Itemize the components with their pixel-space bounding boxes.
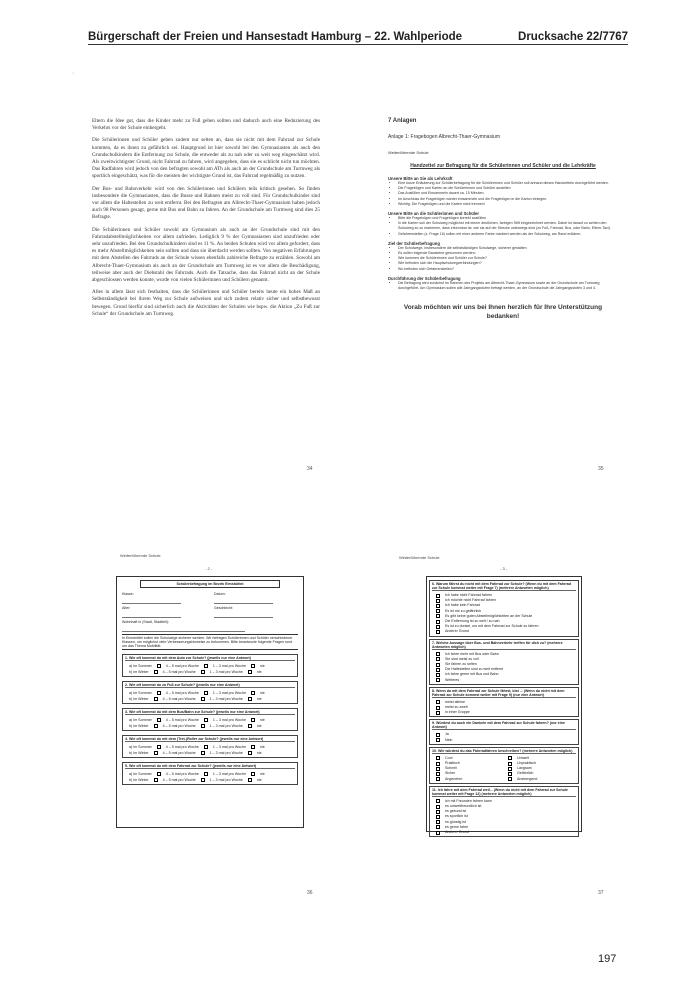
checkbox[interactable] [436, 625, 440, 629]
option-label: nie [259, 718, 265, 722]
answer-row [129, 777, 295, 783]
answer-option [436, 678, 576, 683]
field-line [214, 596, 273, 604]
option-label: nie [256, 724, 262, 728]
paragraph: Eltern die Idee gut, dass die Kinder mehr zu Fuß gehen sollten und dadurch auch eine Reduzierung des Verkehrs vor der Schule einhergeht. [92, 118, 320, 132]
checkbox[interactable] [436, 799, 440, 803]
page-number-36: 36 [307, 890, 313, 896]
field-label: Geschlecht: [214, 606, 233, 610]
form-intro: In Eimsbüttel sollen die Schulwege sicherer werden. Wir befragen Schülerinnen und Schüler verschiedener Klassen, um möglichst viele Verbesserungshinweise zu bekommen. Bitte beantworte folgende Fragen rund um das Thema Mobilität. [122, 634, 298, 650]
list-item: • Wichtig: Die Fragebögen und die Karten nicht trennen! [398, 202, 618, 207]
option-label: meist zu zweit [445, 705, 468, 710]
paragraph: Die Schülerinnen und Schüler sowohl am Gymnasium als auch an der Grundschule sind mit den Fahrradabstellmöglichkeiten vor allem zufrieden. Lediglich 9 % der Gymnasiasten sind unzufrieden oder sehr unzufrieden. Bei den Grundschulkindern sind es 11 %. An beiden Schulen wird vor allem gefordert, dass es mehr Abstellmöglichkeiten sein sollten und dass sie überdacht werden sollten. Von negativen Erfahrungen mit dem Abstellen des Fahrrads an der Schule wissen ebenfalls zahlreiche Befragte zu erzählen. Sowohl am Albrecht-Thaer-Gymnasium als auch an der Grundschule am Turmweg ist es vor allem die Beschädigung, teilweise aber auch der Diebstahl des Fahrrads. Auch die Tatsache, dass das Fahrrad nicht an der Schule abgeschlossen werden konnte, wurde von vielen Schülerinnen und Schülern genannt. [92, 226, 320, 284]
checkbox[interactable] [201, 751, 205, 755]
paragraph: Alles in allem lässt sich festhalten, dass die Schülerinnen und Schüler bereits heute ein hohes Maß an Selbstständigkeit bei ihrem Weg zur Schule aufweisen und sich zudem relativ sicher und selbstbewusst bewegen. Grund hierfür sind sicherlich auch die Aktivitäten der Schulen wie bspw. die Aktion „Zu Fuß zur Schule“ der Grundschule am Turmweg. [92, 289, 320, 317]
field-wohnort [122, 620, 298, 632]
checkbox[interactable] [436, 820, 440, 824]
field-line [214, 610, 273, 618]
field-line [122, 596, 181, 604]
list-item: • Gefahrenstellen (z. Frage 16) sollen mit einer anderen Farbe markiert werden als der Schulweg, am Rand erklären. [398, 232, 618, 237]
field-row [122, 592, 298, 606]
answer-option [436, 777, 504, 782]
page-34-text [92, 118, 320, 323]
document-header [88, 31, 628, 45]
option-label: 4 – 5 mal pro Woche [165, 691, 199, 695]
list-item: • Wie kommen die Schülerinnen und Schüler zur Schule? [398, 256, 618, 261]
section-title: Ziel der Schülerbefragung [388, 240, 440, 246]
checkbox[interactable] [251, 745, 255, 749]
field-line [122, 610, 181, 618]
list-item: • Bitte die Fragebögen und Fragebögen korrekt ausfüllen [398, 216, 618, 221]
option-label: Weiteres [445, 677, 460, 682]
answer-row [129, 723, 295, 729]
checkbox[interactable] [251, 718, 255, 722]
sheet-number: - 2 - [205, 566, 213, 571]
checkbox[interactable] [436, 620, 440, 624]
answer-option [436, 629, 576, 634]
list-item: • Die Befragung wird zunächst im Rahmen des Projekts am Albrecht-Thaer-Gymnasium sowie an der Grundschule am Turmweg durchgeführt. Am Gymnasium sollen alle Jahrgangsstufen befragt werden, an der Grundschule die Jahrgangsstufen 3 und 4. [398, 281, 618, 291]
checkbox[interactable] [436, 756, 440, 760]
list-item: • Es sollen folgende Bausteine gewonnen werden: [398, 251, 618, 256]
list-item: • In die Karten soll der Schulweg möglichst mit einem deutlichen, farbigen Stift eingezeichnet werden. Dabei ist darauf zu achten den Schulweg so zu markieren, dass erkennbar ist, wie sie auf der Strecke unterwegs sind (zu Fuß, Fahrrad, Bus, oder Bahn, Eltern-Taxi). [398, 221, 618, 231]
option-label: 1 – 3 mal pro Woche [209, 697, 243, 701]
option-label: Langsam [517, 766, 532, 771]
checkbox[interactable] [201, 778, 205, 782]
field-label: Klasse: [122, 592, 134, 596]
option-label: Unpraktisch [517, 761, 536, 766]
option-label: in einer Gruppe [445, 710, 470, 715]
checkbox[interactable] [436, 738, 440, 742]
checkbox[interactable] [436, 668, 440, 672]
page-number-34: 34 [307, 466, 313, 472]
option-label: Die Entfernung ist zu weit / zu nah [445, 619, 500, 624]
checkbox[interactable] [157, 718, 161, 722]
question-text: 6. Warum fährst du nicht mit dem Fahrrad zur Schule? (Wenn du mit dem Fahrrad zur Schule kommst weiter mit Frage 7) (mehrere Antworten möglich) [432, 582, 576, 591]
option-label: 4 – 5 mal pro Woche [165, 718, 199, 722]
list-item: • Eine kurze Erläuterung zur Schülerbefragung für die Schülerinnen und Schüler soll anhand dieses Handzettels durchgeführt werden. [398, 181, 618, 186]
section-title: Durchführung der Schülerbefragung [388, 275, 461, 281]
option-label: Cool [445, 755, 453, 760]
checkbox[interactable] [251, 691, 255, 695]
checkbox[interactable] [154, 724, 158, 728]
questionnaire-page-2 [116, 576, 304, 828]
option-label: Praktisch [445, 761, 460, 766]
sheet-number: - 3 - [500, 566, 508, 571]
section-list [398, 216, 618, 237]
row-label: a) Im Sommer [129, 718, 152, 722]
field-label: Alter: [122, 606, 131, 610]
question-block [429, 786, 579, 837]
option-label: nie [259, 745, 265, 749]
checkbox[interactable] [436, 815, 440, 819]
option-label: es sportlich ist [445, 814, 468, 819]
paragraph: Die Schülerinnen und Schüler geben zudem nur selten an, dass sie nicht mit dem Fahrrad zur Schule kommen, da es ihnen zu gefährlich sei. Hauptgrund ist hier sowohl bei den Gymnasiasten als auch den Grundschulkindern die Entfernung zur Schule, die entweder als zu nah oder zu weit weg eingeschätzt wird. Als zweitwichtigster Grund, nicht Fahrrad zu fahren, wird angegeben, dass sie es schlicht nicht tun möchten. Das Radfahren wird jedoch von den befragten sowohl am ATh als auch an der Grundschule am Turmweg als sportlich eingeschätzt, was für die meisten der wichtigste Grund ist, das Fahrrad regelmäßig zu nutzen. [92, 137, 320, 180]
checkbox[interactable] [436, 657, 440, 661]
row-label: a) Im Sommer [129, 745, 152, 749]
answer-row [129, 750, 295, 756]
checkbox[interactable] [436, 706, 440, 710]
field-geschlecht [214, 606, 298, 620]
field-label: Wohnhaft in (Stadt, Stadtteil): [122, 620, 169, 624]
checkbox[interactable] [436, 678, 440, 682]
row-label: b) Im Winter [129, 751, 149, 755]
option-label: 4 – 5 mal pro Woche [165, 664, 199, 668]
option-label: Ich möchte nicht Fahrrad fahren [445, 598, 496, 603]
checkbox[interactable] [248, 697, 252, 701]
paragraph: Der Bus- und Bahnverkehr wird von den Schülerinnen und Schülern teils kritisch gesehen. So finden insbesondere die Gymnasiasten, dass die Busse und Bahnen meist zu voll sind. Für Grundschulkinder sind vor allem die Haltestellen zu weit entfernt. Bei den Befragten am Albrecht-Thaer-Gymnasium haben jedoch auch 98 Personen gesagt, gerne mit Bus und Bahn zu fahren. An der Grundschule am Turmweg sind dies 25 Befragte. [92, 185, 320, 221]
checkbox[interactable] [508, 767, 512, 771]
option-label: nie [256, 670, 262, 674]
checkbox[interactable] [508, 777, 512, 781]
option-label: es umweltfreundlich ist [445, 804, 482, 809]
checkbox[interactable] [204, 691, 208, 695]
row-label: b) Im Winter [129, 670, 149, 674]
option-label: Schnell [445, 766, 457, 771]
section-title: Unsere Bitte an Sie als Lehrkraft [388, 176, 453, 181]
option-label: 1 – 3 mal pro Woche [209, 670, 243, 674]
checkbox[interactable] [436, 733, 440, 737]
checkbox[interactable] [436, 663, 440, 667]
list-item: • Im Anschluss die Fragebögen wieder einsammeln und die Fragebögen in die Karton einlegen. [398, 197, 618, 202]
field-row [122, 606, 298, 620]
checkbox[interactable] [204, 718, 208, 722]
question-block [429, 747, 579, 784]
checkbox[interactable] [436, 805, 440, 809]
question-text: 11. Ich fahre mit dem Fahrrad weil... (Wenn du nicht mit dem Fahrrad zur Schule kommst weiter mit Frage 12) (mehrere Antworten möglich) [432, 788, 576, 797]
row-label: b) Im Winter [129, 697, 149, 701]
option-label: Nein [445, 737, 453, 742]
option-label: 1 – 3 mal pro Woche [212, 691, 246, 695]
checkbox[interactable] [201, 724, 205, 728]
row-label: a) Im Sommer [129, 691, 152, 695]
checkbox[interactable] [436, 767, 440, 771]
list-item: • Der Schulwege, insbesondere die selbstständigen Schulwege, sicherer gestalten [398, 246, 618, 251]
option-label: 4 – 5 mal pro Woche [162, 724, 196, 728]
drucksache-number: Drucksache 22/7767 [518, 31, 628, 43]
option-label: es günstig ist [445, 819, 466, 824]
question-block [122, 762, 298, 785]
question-block [122, 654, 298, 677]
option-label: Anstrengend [517, 776, 538, 781]
question-block [122, 708, 298, 731]
question-block [122, 681, 298, 704]
question-text: 7. Welche Aussage über Bus- und Bahnverkehr treffen für dich zu? (mehrere Antworten möglich) [432, 641, 576, 650]
checkbox[interactable] [157, 772, 161, 776]
option-label: meist alleine [445, 699, 465, 704]
checkbox[interactable] [154, 751, 158, 755]
checkbox[interactable] [436, 831, 440, 835]
option-label: Die Haltestellen sind zu weit entfernt [445, 667, 504, 672]
question-text: 5. Wie oft kommst du mit dem Fahrrad zur Schule? (jeweils nur eine Antwort) [125, 764, 295, 769]
checkbox[interactable] [436, 609, 440, 613]
option-label: Es gibt keine guten Abstellmöglichkeiten an der Schule [445, 613, 533, 618]
option-label: 1 – 3 mal pro Woche [212, 664, 246, 668]
option-label: 4 – 5 mal pro Woche [162, 697, 196, 701]
option-label: nie [259, 664, 265, 668]
option-label: Ja [445, 732, 449, 737]
option-label: Sicher [445, 771, 456, 776]
form-title: Schülerbefragung im Bezirk Eimsbüttel [140, 580, 280, 588]
option-label: 1 – 3 mal pro Woche [209, 751, 243, 755]
option-label: ich mit Freunden fahren kann [445, 798, 492, 803]
checkbox[interactable] [201, 697, 205, 701]
question-text: 4. Wie oft kommst du mit dem (Tret-)Roller zur Schule? (jeweils nur eine Antwort) [125, 737, 295, 742]
option-label: 4 – 5 mal pro Woche [162, 751, 196, 755]
page-35-annex [388, 118, 618, 321]
option-label: 4 – 5 mal pro Woche [165, 745, 199, 749]
field-klasse [122, 592, 206, 606]
section-list [398, 281, 618, 291]
option-label: 1 – 3 mal pro Woche [212, 772, 246, 776]
page-number-37: 37 [598, 890, 604, 896]
question-text: 1. Wie oft kommst du mit dem Auto zur Schule? (jeweils nur eine Antwort) [125, 656, 295, 661]
field-line [122, 624, 245, 632]
option-label: Sie sind meist zu voll [445, 656, 479, 661]
annex-subheading: Anlage 1: Fragebogen Albrecht-Thaer-Gymnasium [388, 134, 501, 140]
answer-option [508, 777, 576, 782]
option-label: Gefährlich [517, 771, 534, 776]
option-label: Sie fahren zu selten [445, 662, 477, 667]
section-list [398, 181, 618, 207]
list-item: • Das Ausfüllen und Einsammeln dauert ca. 15 Minuten. [398, 191, 618, 196]
school-type: Weiterführende Schule [120, 553, 161, 558]
checkbox[interactable] [436, 599, 440, 603]
handout-title: Handzettel zur Befragung für die Schülerinnen und Schüler und die Lehrkräfte [410, 163, 596, 169]
option-label: nie [256, 751, 262, 755]
option-label: es gesund ist [445, 809, 467, 814]
option-label: Umwelt [517, 755, 529, 760]
option-label: Ich habe kein Fahrrad [445, 603, 480, 608]
option-label: nie [256, 697, 262, 701]
option-label: nie [256, 778, 262, 782]
question-text: 10. Wie würdest du das Fahrradfahren beschreiben? (mehrere Antworten möglich) [432, 749, 576, 754]
checkbox[interactable] [248, 751, 252, 755]
checkbox[interactable] [154, 778, 158, 782]
option-label: Ich fahre gerne mit Bus und Bahn [445, 672, 499, 677]
checkbox[interactable] [508, 772, 512, 776]
annex-heading: 7 Anlagen [388, 118, 417, 124]
checkbox[interactable] [436, 810, 440, 814]
thanks-note: Vorab möchten wir uns bei Ihnen herzlich für Ihre Unterstützung bedanken! [403, 304, 603, 321]
checkbox[interactable] [436, 772, 440, 776]
checkbox[interactable] [436, 825, 440, 829]
checkbox[interactable] [251, 664, 255, 668]
question-block [429, 687, 579, 718]
question-text: 9. Würdest du auch ein Dankeln mit dem Fahrrad zur Schule fahren? (nur eine Antwort) [432, 721, 576, 730]
checkbox[interactable] [436, 777, 440, 781]
answer-row [129, 696, 295, 702]
checkbox[interactable] [436, 711, 440, 715]
row-label: a) Im Sommer [129, 664, 152, 668]
question-text: 3. Wie oft kommst du mit dem Bus/Bahn zur Schule? (jeweils nur eine Antwort) [125, 710, 295, 715]
option-label: Ich habe nicht Fahrrad fahren [445, 593, 493, 597]
checkbox[interactable] [204, 745, 208, 749]
field-datum [214, 592, 298, 606]
field-alter [122, 606, 206, 620]
option-label: 4 – 5 mal pro Woche [162, 670, 196, 674]
question-block [122, 735, 298, 758]
option-label: nie [259, 691, 265, 695]
checkbox[interactable] [436, 700, 440, 704]
checkbox[interactable] [436, 652, 440, 656]
option-label: 1 – 3 mal pro Woche [209, 724, 243, 728]
checkbox[interactable] [436, 594, 440, 598]
option-label: Angenehm [445, 776, 463, 781]
checkbox[interactable] [201, 670, 205, 674]
section-title: Unsere Bitte an die Schülerinnen und Schüler [388, 211, 479, 217]
option-label: Anderer Grund [445, 629, 469, 634]
question-text: 8. Wenn du mit dem Fahrrad zur Schule fährst, bist ... (Wenn du nicht mit dem Fahrrad zur Schule kommst weiter mit Frage 9) (nur eine Antwort) [432, 689, 576, 698]
option-label: nie [259, 772, 265, 776]
list-item: • Die Fragebögen und Karten an die Schülerinnen und Schüler austeilen [398, 186, 618, 191]
option-label: 4 – 5 mal pro Woche [165, 772, 199, 776]
answer-row [129, 669, 295, 675]
option-label: Ich fahre mehr mit Bus oder Bahn [445, 651, 499, 656]
row-label: a) Im Sommer [129, 772, 152, 776]
section-list [398, 246, 618, 272]
checkbox[interactable] [248, 670, 252, 674]
question-block [429, 580, 579, 637]
answer-option [436, 738, 576, 743]
checkbox[interactable] [508, 762, 512, 766]
checkbox[interactable] [436, 630, 440, 634]
checkbox[interactable] [204, 664, 208, 668]
checkbox[interactable] [154, 697, 158, 701]
option-label: 4 – 5 mal pro Woche [162, 778, 196, 782]
question-text: 2. Wie oft kommst du zu Fuß zur Schule? (jeweils nur eine Antwort) [125, 683, 295, 688]
option-label: Es ist zu dunkel, um mit dem Fahrrad zur Schule zu fahren [445, 624, 539, 629]
checkbox[interactable] [436, 673, 440, 677]
answer-option [436, 710, 576, 715]
option-label: es gerne fahre [445, 824, 469, 829]
school-type: Weiterführende Schule [388, 150, 429, 155]
page-number-35: 35 [598, 466, 604, 472]
checkbox[interactable] [436, 762, 440, 766]
checkbox[interactable] [248, 778, 252, 782]
checkbox[interactable] [157, 664, 161, 668]
checkbox[interactable] [154, 670, 158, 674]
answer-option [436, 830, 576, 835]
question-block [429, 719, 579, 744]
option-label: 1 – 3 mal pro Woche [212, 745, 246, 749]
option-label: Anderer Grund [445, 830, 469, 835]
option-label: 1 – 3 mal pro Woche [209, 778, 243, 782]
header-title: Bürgerschaft der Freien und Hansestadt Hamburg – 22. Wahlperiode [88, 31, 463, 43]
checkbox[interactable] [436, 604, 440, 608]
checkbox[interactable] [204, 772, 208, 776]
checkbox[interactable] [508, 756, 512, 760]
row-label: b) Im Winter [129, 724, 149, 728]
checkbox[interactable] [157, 691, 161, 695]
checkbox[interactable] [248, 724, 252, 728]
checkbox[interactable] [436, 614, 440, 618]
page-footer-number: 197 [598, 953, 617, 965]
field-label: Datum: [214, 592, 226, 596]
checkbox[interactable] [157, 745, 161, 749]
list-item: • Wie befinden sich die Hauptschulwegverbindungen? [398, 261, 618, 266]
option-grid [432, 756, 576, 782]
option-label: 1 – 3 mal pro Woche [212, 718, 246, 722]
list-item: • Wo befinden sich Gefahrenstellen? [398, 267, 618, 272]
questionnaire-page-3 [426, 576, 582, 835]
row-label: b) Im Winter [129, 778, 149, 782]
checkbox[interactable] [251, 772, 255, 776]
margin-mark: · [72, 70, 75, 77]
school-type: Weiterführende Schule [399, 555, 440, 560]
question-block [429, 639, 579, 685]
option-label: Es ist mir zu gefährlich [445, 608, 482, 613]
